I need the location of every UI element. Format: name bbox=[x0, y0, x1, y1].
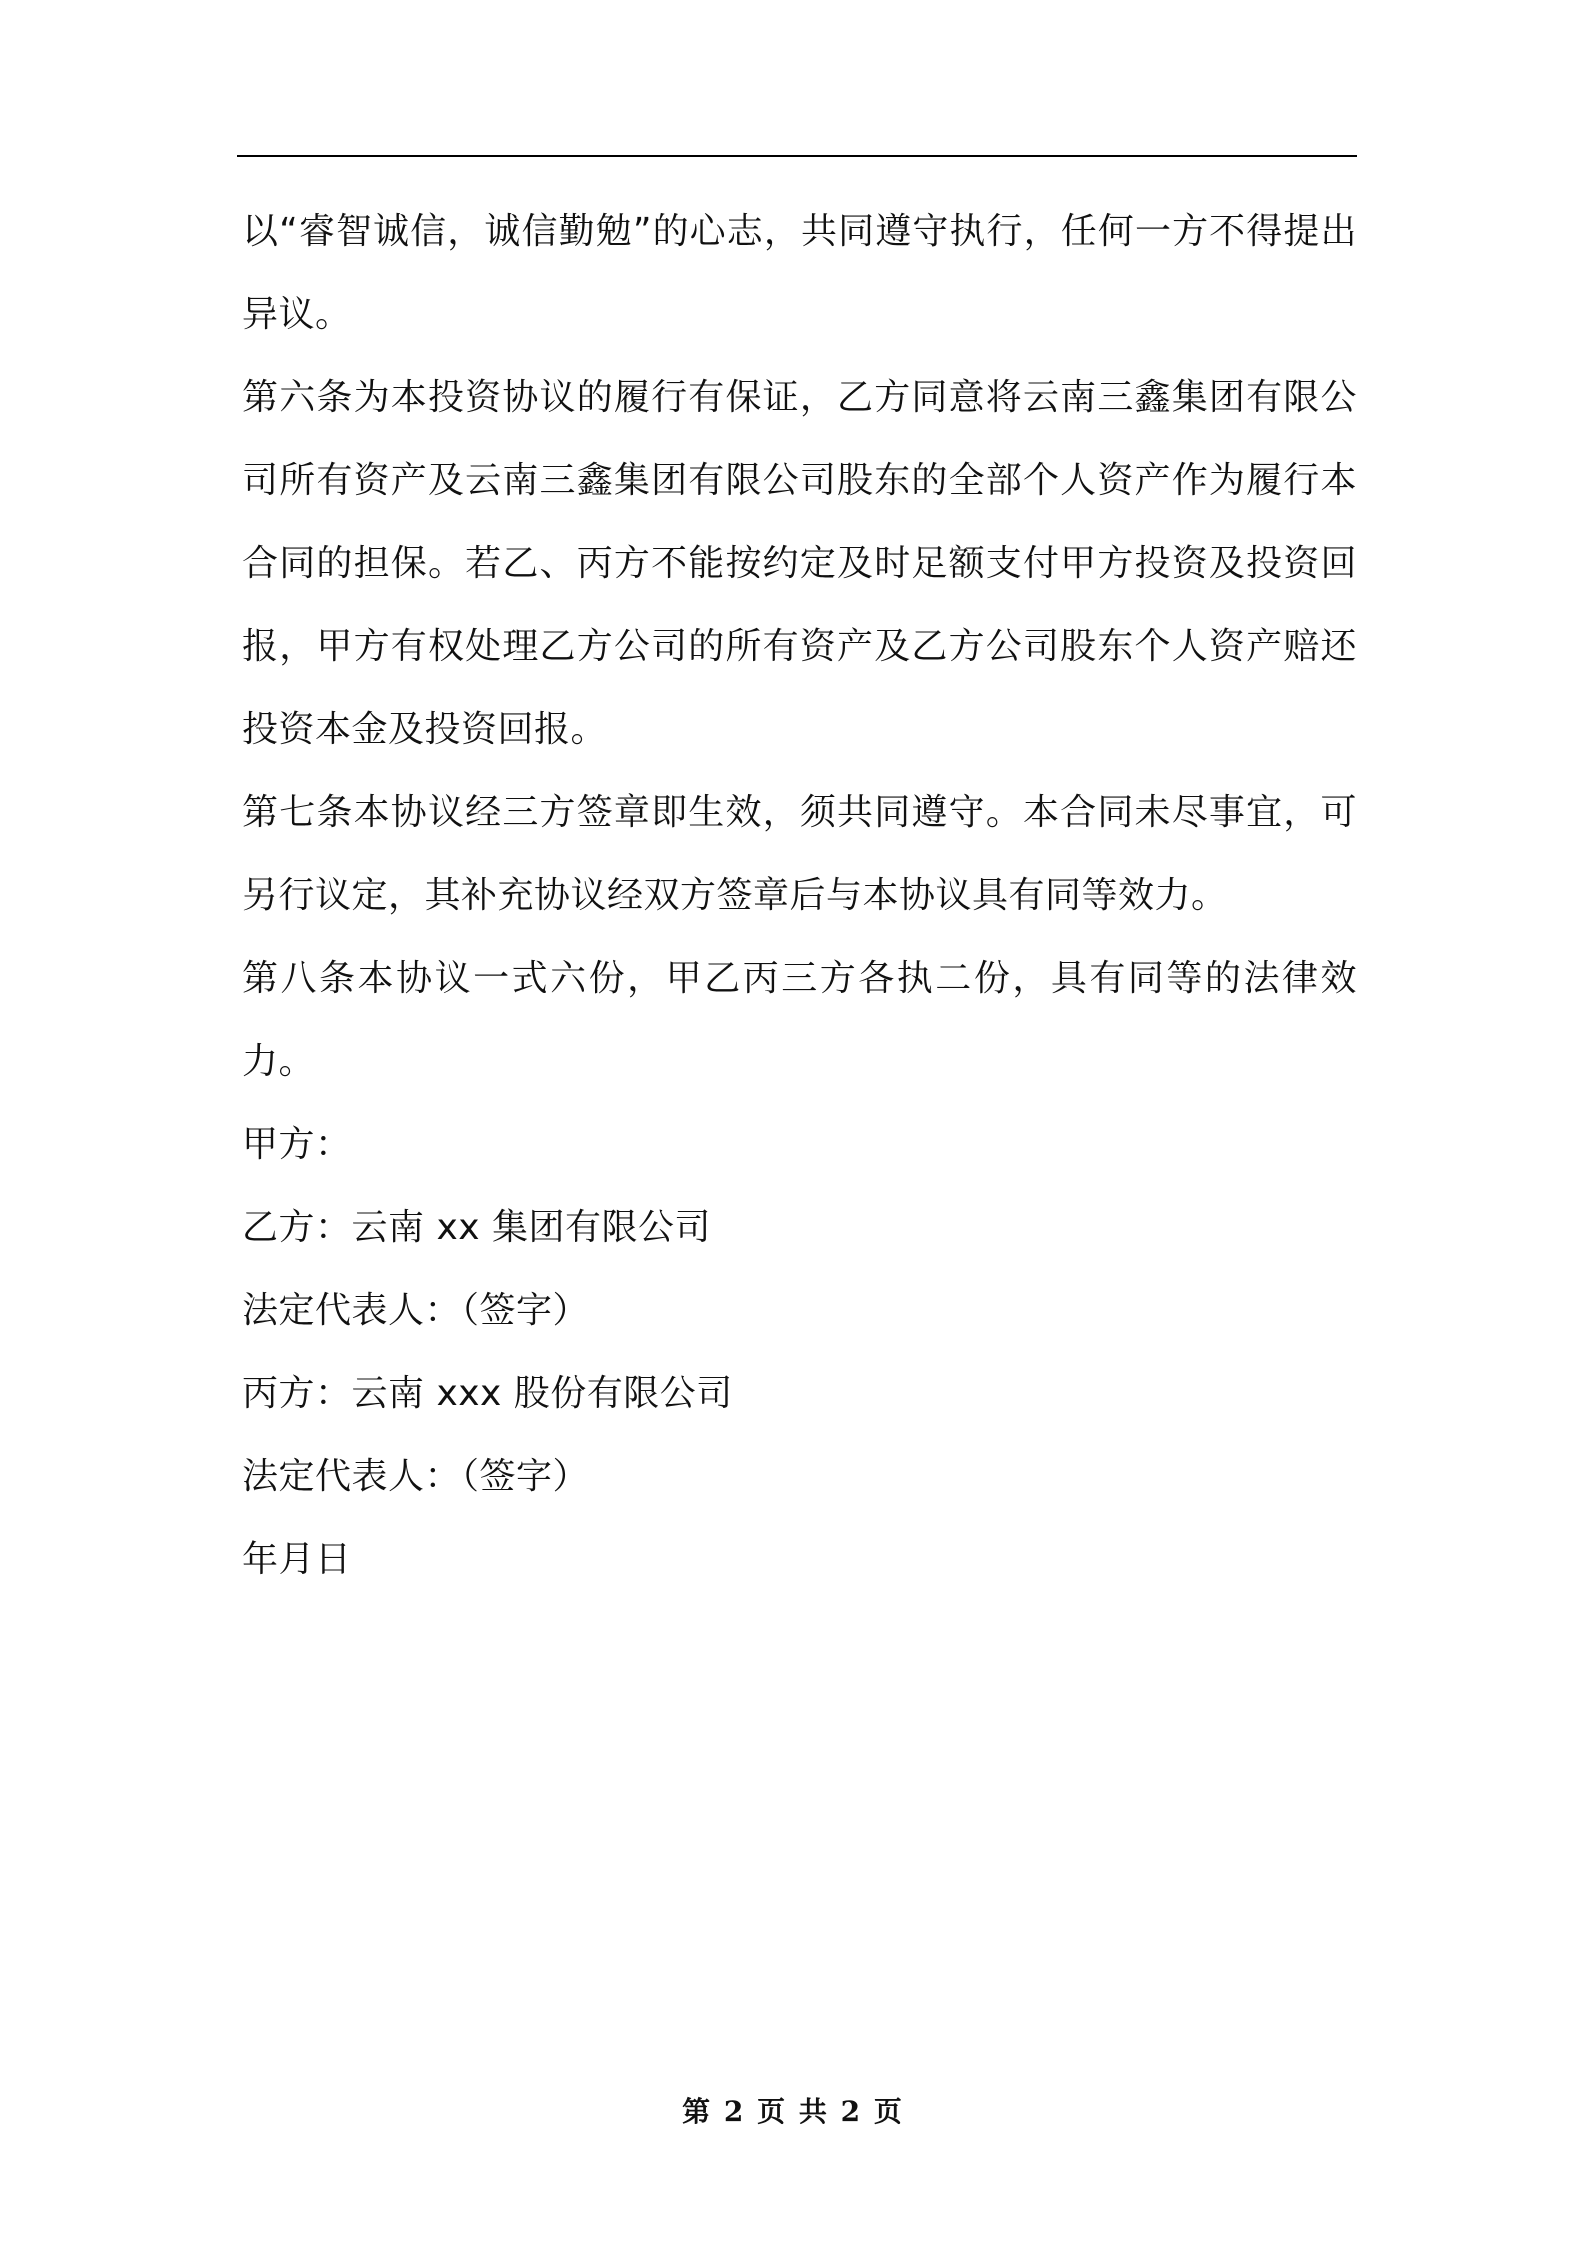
page-footer bbox=[0, 2090, 1586, 2130]
paragraph-article-8: 第八条本协议一式六份，甲乙丙三方各执二份，具有同等的法律效力。 bbox=[242, 958, 1357, 1082]
paragraph-intro: 以“睿智诚信，诚信勤勉”的心志，共同遵守执行，任何一方不得提出异议。 bbox=[242, 211, 1357, 335]
signature-party-c: 丙方：云南 xxx 股份有限公司 bbox=[242, 1373, 733, 1414]
page-number: 第 2 页 共 2 页 bbox=[682, 2095, 904, 2128]
signature-party-b: 乙方：云南 xx 集团有限公司 bbox=[242, 1207, 711, 1248]
paragraph-article-7: 第七条本协议经三方签章即生效，须共同遵守。本合同未尽事宜，可另行议定，其补充协议经双方签章后与本协议具有同等效力。 bbox=[242, 792, 1357, 916]
signature-block bbox=[242, 1103, 1357, 1601]
signature-party-a: 甲方： bbox=[242, 1124, 352, 1165]
paragraph-article-6: 第六条为本投资协议的履行有保证，乙方同意将云南三鑫集团有限公司所有资产及云南三鑫集团有限公司股东的全部个人资产作为履行本合同的担保。若乙、丙方不能按约定及时足额支付甲方投资及投资回报，甲方有权处理乙方公司的所有资产及乙方公司股东个人资产赔还投资本金及投资回报。 bbox=[242, 377, 1357, 750]
signature-date: 年月日 bbox=[242, 1539, 352, 1580]
document-body bbox=[242, 190, 1357, 1601]
header-rule bbox=[237, 155, 1357, 157]
signature-party-b-representative: 法定代表人：（签字） bbox=[242, 1290, 590, 1331]
signature-party-c-representative: 法定代表人：（签字） bbox=[242, 1456, 590, 1497]
